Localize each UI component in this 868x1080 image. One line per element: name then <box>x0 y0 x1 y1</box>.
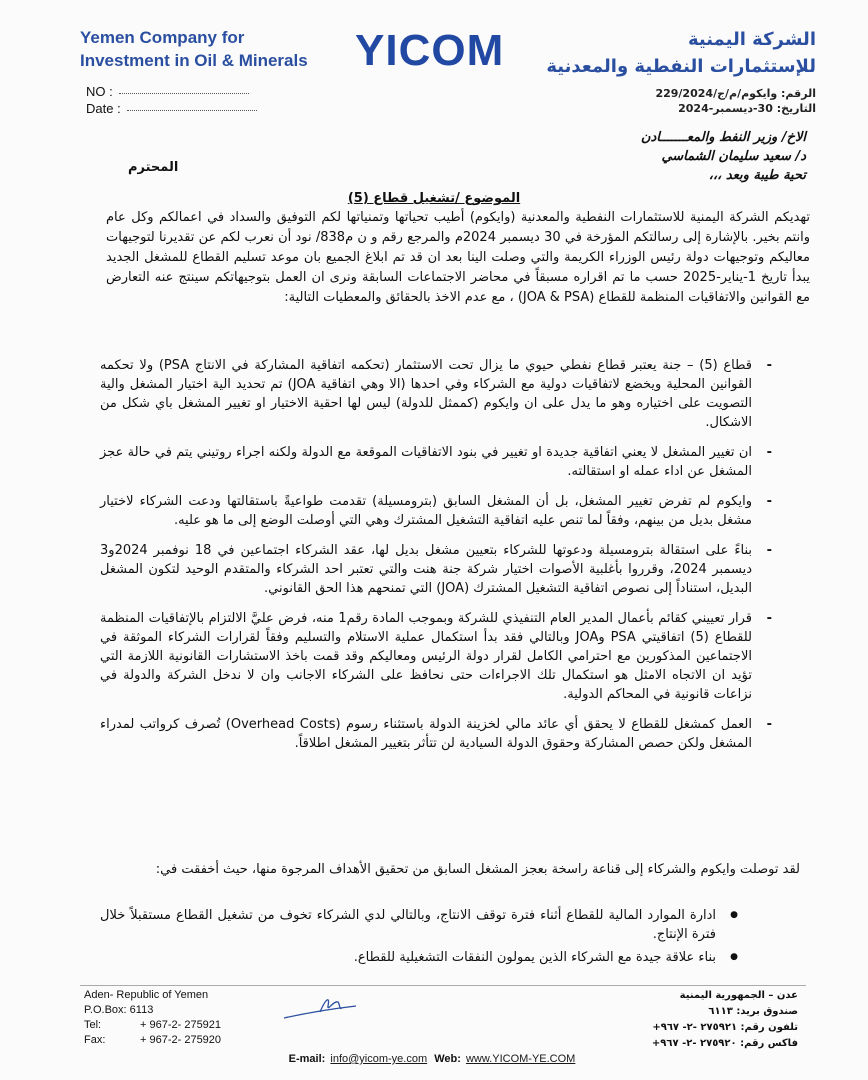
fax-number: + 967-2- 275920 <box>140 1034 222 1046</box>
subject-line: الموضوع /تشغيل قطاع (5) <box>347 191 521 206</box>
footer-pobox-en: P.O.Box: 6113 <box>84 1004 154 1016</box>
company-name-en-line2: Investment in Oil & Minerals <box>80 51 308 70</box>
point-item: - العمل كمشغل للقطاع لا يحقق أي عائد مالي لخزينة الدولة باستثناء رسوم (Overhead Costs) تُصرف كرواتب لمدراء المشغل ولكن حصص المشاركة وحقوق الدولة السيادية لن تتأثر بتغيير المشغل اطلاقاً. <box>100 715 778 753</box>
point-item: - وايكوم لم تفرض تغيير المشغل، بل أن المشغل السابق (بترومسيلة) تقدمت طواعيةً باستقالتها ودعت الشركاء لاختيار مشغل بديل من بينهم، وفقاً لما تنص عليه اتفاقية التشغيل المشترك وهي التي أوصلت الوضع إلى ما هو عليه. <box>100 492 778 530</box>
signature-mark <box>282 988 362 1028</box>
ref-date-dots <box>127 109 257 111</box>
footer-fax-ar: فاكس رقم: ٢٧٥٩٢٠ -٢- ٩٦٧+ <box>651 1038 798 1049</box>
footer-address-ar <box>652 988 798 1052</box>
ref-no-field <box>86 84 249 99</box>
footer-divider <box>80 985 806 986</box>
footer-contact <box>0 1053 868 1065</box>
honorific: المحترم <box>128 160 179 175</box>
web-label: Web: <box>434 1053 461 1065</box>
footer-tel-ar: تلفون رقم: ٢٧٥٩٢١ -٢- ٩٦٧+ <box>652 1022 798 1033</box>
failures-list <box>100 906 740 971</box>
footer-fax-row <box>84 1033 221 1048</box>
ref-date-ar: التاريخ: 30-ديسمبر-2024 <box>678 102 816 115</box>
failure-item: ● ادارة الموارد المالية للقطاع أثناء فترة توقف الانتاج، وبالتالي لدي الشركاء تخوف من تشغيل القطاع مستقبلاً خلال فترة الإنتاج. <box>100 906 740 944</box>
conclusion-paragraph: لقد توصلت وايكوم والشركاء إلى قناعة راسخة بعجز المشغل السابق من تحقيق الأهداف المرجوة منها، حيث أخفقت في: <box>155 862 800 877</box>
footer-city-en: Aden- Republic of Yemen <box>84 989 209 1001</box>
email-link[interactable]: info@yicom-ye.com <box>330 1053 428 1065</box>
failure-item: ● بناء علاقة جيدة مع الشركاء الذين يمولون النفقات التشغيلية للقطاع. <box>100 948 740 967</box>
company-name-ar-line1: الشركة اليمنية <box>687 29 816 50</box>
intro-paragraph: تهديكم الشركة اليمنية للاستثمارات النفطية والمعدنية (وايكوم) أطيب تحياتها وتمنياتها لكم التوفيق والسداد في اعمالكم وكل عام وانتم بخير. بالإشارة إلى رسالتكم المؤرخة في 30 ديسمبر 2024م والمرجع رقم و ن م838/ نود أن نعرب لكم عن تقديرنا لتوجيهات معاليكم وتوجيهات دولة رئيس الوزراء الكريمة والتي وصلت الينا بعد ان قد تم ابلاغ الجميع بان موعد تسليم القطاع للمشغل الجديد يبدأ تاريخ 1-يناير-2025 حسب ما تم اقراره مسبقاً في محاضر الاجتماعات السابقة ونرى ان العمل بتوجيهاتكم سينتج عنه التعارض مع القوانين والاتفاقيات المنظمة للقطاع (JOA & PSA) ، مع عدم الاخذ بالحقائق والمعطيات التالية: <box>106 210 810 305</box>
ref-no-label: NO : <box>86 84 113 99</box>
company-name-ar-line2: للإستثمارات النفطية والمعدنية <box>546 56 816 77</box>
footer-pobox-ar: صندوق بريد: ٦١١٣ <box>708 1006 798 1017</box>
email-label: E-mail: <box>288 1053 326 1065</box>
yicom-logo: YICOM <box>355 26 505 75</box>
ref-no-dots <box>119 92 249 94</box>
point-item: - بناءً على استقالة بترومسيلة ودعوتها للشركاء بتعيين مشغل بديل لها، عقد الشركاء اجتماعين في 18 نوفمبر 2024و3 ديسمبر 2024، وقرروا بأغلبية الأصوات اختيار شركة جنة هنت والتي تعتبر احد الشركاء والمتقدم الوحيد لتكون المشغل البديل، استناداً إلى نصوص اتفاقية التشغيل المشترك (JOA) التي تمنحهم هذا الحق القانوني. <box>100 541 778 598</box>
fax-label: Fax: <box>84 1034 106 1046</box>
company-name-en-line1: Yemen Company for <box>80 28 245 47</box>
addressee-name: د/ سعيد سليمان الشماسي <box>661 149 806 164</box>
ref-date-label: Date : <box>86 101 121 116</box>
point-item: - قطاع (5) – جنة يعتبر قطاع نفطي حيوي ما يزال تحت الاستثمار (تحكمه اتفاقية المشاركة في الانتاج PSA) ولا تحكمه القوانين المحلية ويخضع لاتفاقيات دولية مع الشركاء وفي احدها (الا وهي اتفاقية JOA) تم تحديد الية اختيار المشغل والية التصويت على اختياره وهو ما يدل على ان وايكوم (كممثل للدولة) ليس لها احقية الاختيار او تغيير المشغل باي شكل من الاشكال. <box>100 356 778 432</box>
tel-label: Tel: <box>84 1019 102 1031</box>
point-item: - قرار تعييني كقائم بأعمال المدير العام التنفيذي للشركة وبموجب المادة رقم1 منه، فرض عليَّ الالتزام بالإتفاقيات المنظمة للقطاع (5) اتفاقيتي PSA وJOA وبالتالي فقد بدأ استكمال عملية الاستلام والتسليم وفقاً لقرارات الشركاء الموثقة في الاجتماعين المذكورين مع احترامي الكامل لقرار دولة الرئيس ومعاليكم وقد قمت باخذ الاستشارات القانونية اللازمة التي تؤيد ان الاتجاه الامثل هو استكمال تلك الاجراءات حتى نحافظ على الشركاء الاجانب وان لا ندخل الشركة والدولة في نزاعات قانونية في المحاكم الدولية. <box>100 609 778 704</box>
greeting: تحية طيبة وبعد ،،، <box>708 168 806 183</box>
addressee-title: الاخ/ وزير النفط والمعـــــــادن <box>640 130 806 145</box>
points-list <box>100 356 778 764</box>
footer-city-ar: عدن – الجمهورية اليمنية <box>679 990 798 1001</box>
company-name-ar <box>516 26 816 80</box>
point-item: - ان تغيير المشغل لا يعني اتفاقية جديدة او تغيير في بنود الاتفاقيات الموقعة مع الدولة ولكنه اجراء روتيني يتم في حالة عجز المشغل عن اداء عمله او استقالته. <box>100 443 778 481</box>
ref-date-field <box>86 101 257 116</box>
footer-tel-row <box>84 1018 221 1033</box>
company-name-en <box>80 26 310 72</box>
web-link[interactable]: www.YICOM-YE.COM <box>465 1053 576 1065</box>
ref-number-ar: الرقم: وايكوم/م/ج/229/2024 <box>655 87 816 100</box>
footer-address-en <box>84 988 221 1048</box>
tel-number: + 967-2- 275921 <box>140 1019 222 1031</box>
